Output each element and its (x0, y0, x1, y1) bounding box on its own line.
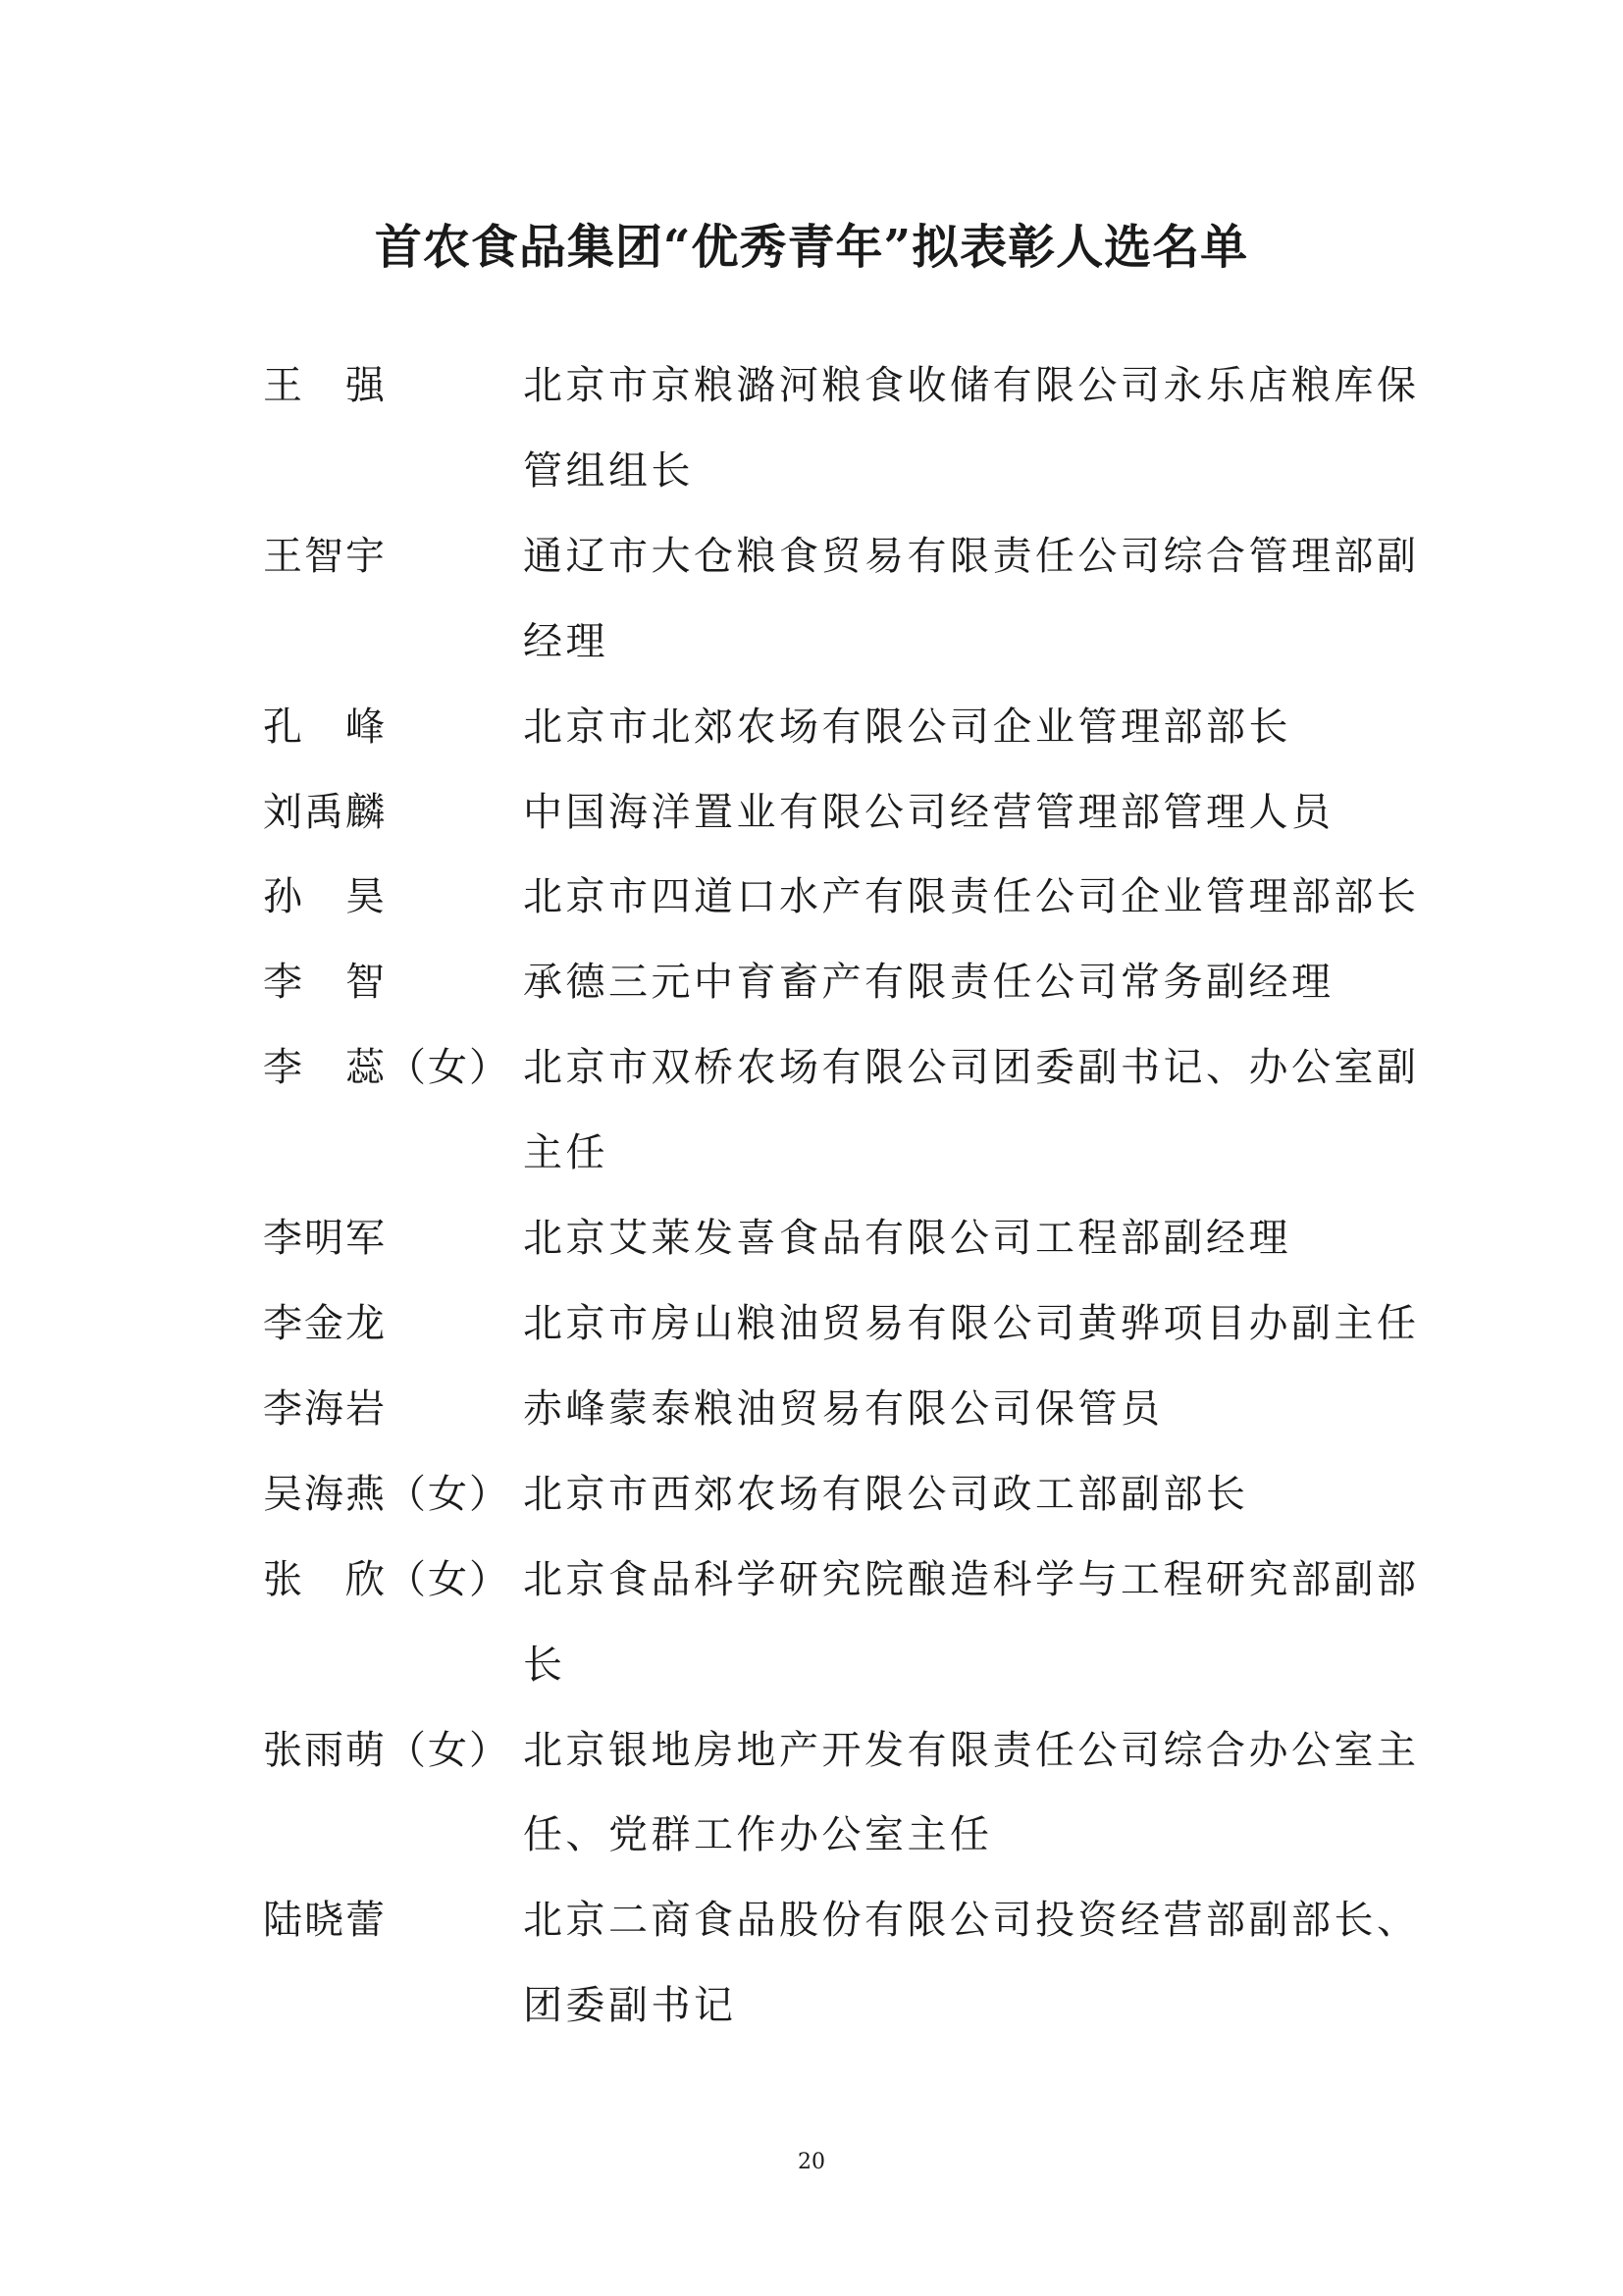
list-item (263, 1196, 1460, 1281)
list-item (263, 1878, 1460, 2049)
list-item (263, 514, 1460, 685)
nominee-position: 北京市双桥农场有限公司团委副书记、办公室副主任 (523, 1045, 1420, 1176)
list-item (263, 855, 1460, 940)
nominee-position: 通辽市大仓粮食贸易有限责任公司综合管理部副经理 (523, 533, 1420, 664)
nominee-position: 北京市西郊农场有限公司政工部副部长 (523, 1471, 1249, 1517)
list-item (263, 1452, 1460, 1538)
list-item (263, 770, 1460, 856)
nominee-position: 北京市北郊农场有限公司企业管理部部长 (523, 704, 1291, 750)
nominee-position: 中国海洋置业有限公司经营管理部管理人员 (523, 789, 1335, 835)
nominee-name: 张 欣（女） (263, 1556, 510, 1602)
list-item (263, 685, 1460, 770)
nominee-name: 吴海燕（女） (263, 1471, 510, 1517)
nominee-position: 北京二商食品股份有限公司投资经营部副部长、团委副书记 (523, 1898, 1420, 2029)
nominee-name: 陆晓蕾 (263, 1898, 387, 1944)
nominee-name: 王智宇 (263, 533, 387, 579)
nominee-name: 刘禹麟 (263, 789, 387, 835)
nominee-list (263, 343, 1460, 2049)
list-item (263, 940, 1460, 1025)
nominee-name: 李海岩 (263, 1385, 387, 1432)
nominee-name: 李 智 (263, 960, 387, 1006)
page-title: 首农食品集团“优秀青年”拟表彰人选名单 (374, 220, 1249, 275)
page-number: 20 (798, 2150, 825, 2174)
list-item (263, 1367, 1460, 1452)
nominee-name: 李 蕊（女） (263, 1045, 510, 1091)
list-item (263, 343, 1460, 514)
list-item (263, 1281, 1460, 1367)
list-item (263, 1538, 1460, 1708)
nominee-name: 李金龙 (263, 1300, 387, 1346)
nominee-name: 张雨萌（女） (263, 1727, 510, 1773)
nominee-position: 北京市四道口水产有限责任公司企业管理部部长 (523, 874, 1420, 920)
nominee-position: 北京市京粮潞河粮食收储有限公司永乐店粮库保管组组长 (523, 363, 1420, 494)
nominee-position: 北京食品科学研究院酿造科学与工程研究部副部长 (523, 1556, 1420, 1688)
nominee-position: 承德三元中育畜产有限责任公司常务副经理 (523, 960, 1335, 1006)
nominee-name: 李明军 (263, 1216, 387, 1262)
nominee-name: 孙 昊 (263, 874, 387, 920)
list-item (263, 1025, 1460, 1196)
nominee-name: 孔 峰 (263, 704, 387, 750)
nominee-position: 北京银地房地产开发有限责任公司综合办公室主任、党群工作办公室主任 (523, 1727, 1420, 1858)
list-item (263, 1708, 1460, 1879)
nominee-position: 北京市房山粮油贸易有限公司黄骅项目办副主任 (523, 1300, 1420, 1346)
nominee-name: 王 强 (263, 363, 387, 408)
nominee-position: 赤峰蒙泰粮油贸易有限公司保管员 (523, 1385, 1164, 1432)
nominee-position: 北京艾莱发喜食品有限公司工程部副经理 (523, 1216, 1291, 1262)
